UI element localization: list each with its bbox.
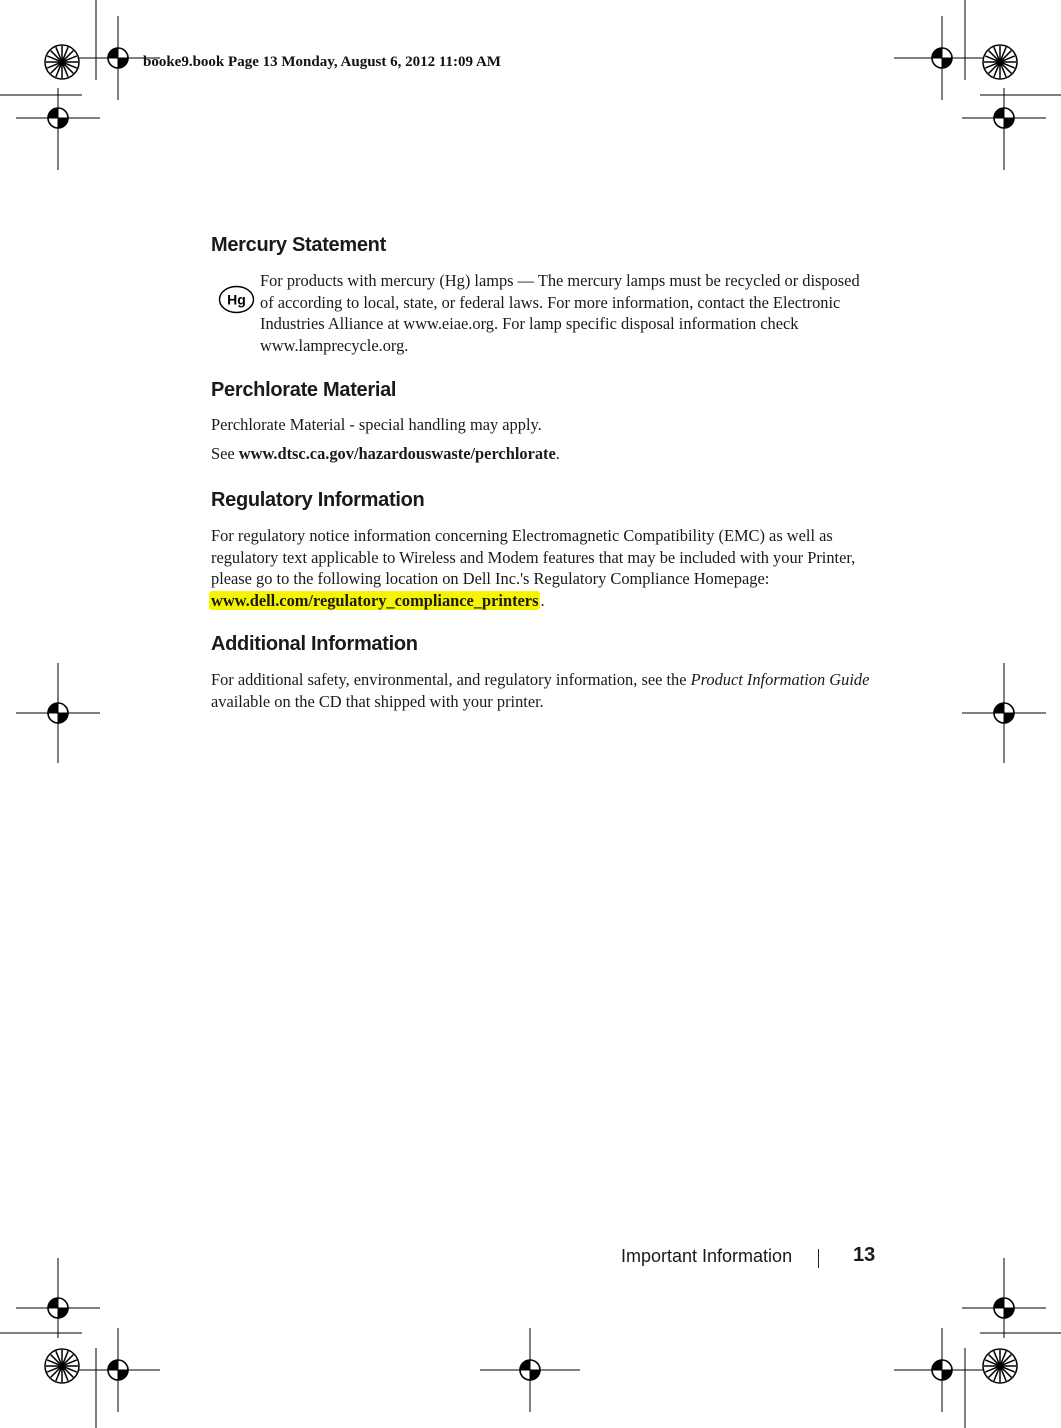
perchlorate-text: Perchlorate Material - special handling may apply. bbox=[211, 415, 542, 434]
product-information-guide-title: Product Information Guide bbox=[690, 670, 870, 689]
perchlorate-see-line bbox=[211, 443, 871, 465]
footer-divider bbox=[818, 1249, 819, 1268]
regulatory-text bbox=[211, 525, 871, 611]
heading-regulatory-information: Regulatory Information bbox=[211, 489, 425, 511]
additional-information-text bbox=[211, 669, 871, 712]
heading-additional-information: Additional Information bbox=[211, 633, 418, 655]
additional-body-prefix: For additional safety, environmental, and regulatory information, see the bbox=[211, 670, 691, 689]
perchlorate-link[interactable]: www.dtsc.ca.gov/hazardouswaste/perchlorate bbox=[238, 444, 556, 463]
mercury-hg-icon-label: Hg bbox=[227, 291, 246, 308]
regulatory-link-suffix: . bbox=[540, 590, 545, 610]
additional-body-suffix: available on the CD that shipped with your printer. bbox=[211, 691, 544, 711]
mercury-hg-icon bbox=[218, 285, 255, 314]
heading-perchlorate-material: Perchlorate Material bbox=[211, 379, 397, 401]
page-number: 13 bbox=[853, 1244, 876, 1266]
print-slug: booke9.book Page 13 Monday, August 6, 2012 11:09 AM bbox=[143, 54, 501, 70]
mercury-statement-text: For products with mercury (Hg) lamps — The mercury lamps must be recycled or disposed of according to local, state, or federal laws. For more information, contact the Electronic Industries Alliance at www.eiae.org. For lamp specific disposal information check www.lamprecycle.org. bbox=[260, 271, 860, 355]
regulatory-compliance-link[interactable]: www.dell.com/regulatory_compliance_printers bbox=[211, 590, 539, 610]
footer-section-title: Important Information bbox=[621, 1246, 793, 1266]
see-suffix: . bbox=[555, 444, 560, 463]
heading-mercury-statement: Mercury Statement bbox=[211, 234, 386, 256]
see-prefix: See bbox=[211, 444, 239, 463]
regulatory-body: For regulatory notice information concerning Electromagnetic Compatibility (EMC) as well as regulatory text applicable to Wireless and Modem features that may be included with your Printer, please go to the following location on Dell Inc.'s Regulatory Compliance Homepage: bbox=[211, 526, 856, 588]
